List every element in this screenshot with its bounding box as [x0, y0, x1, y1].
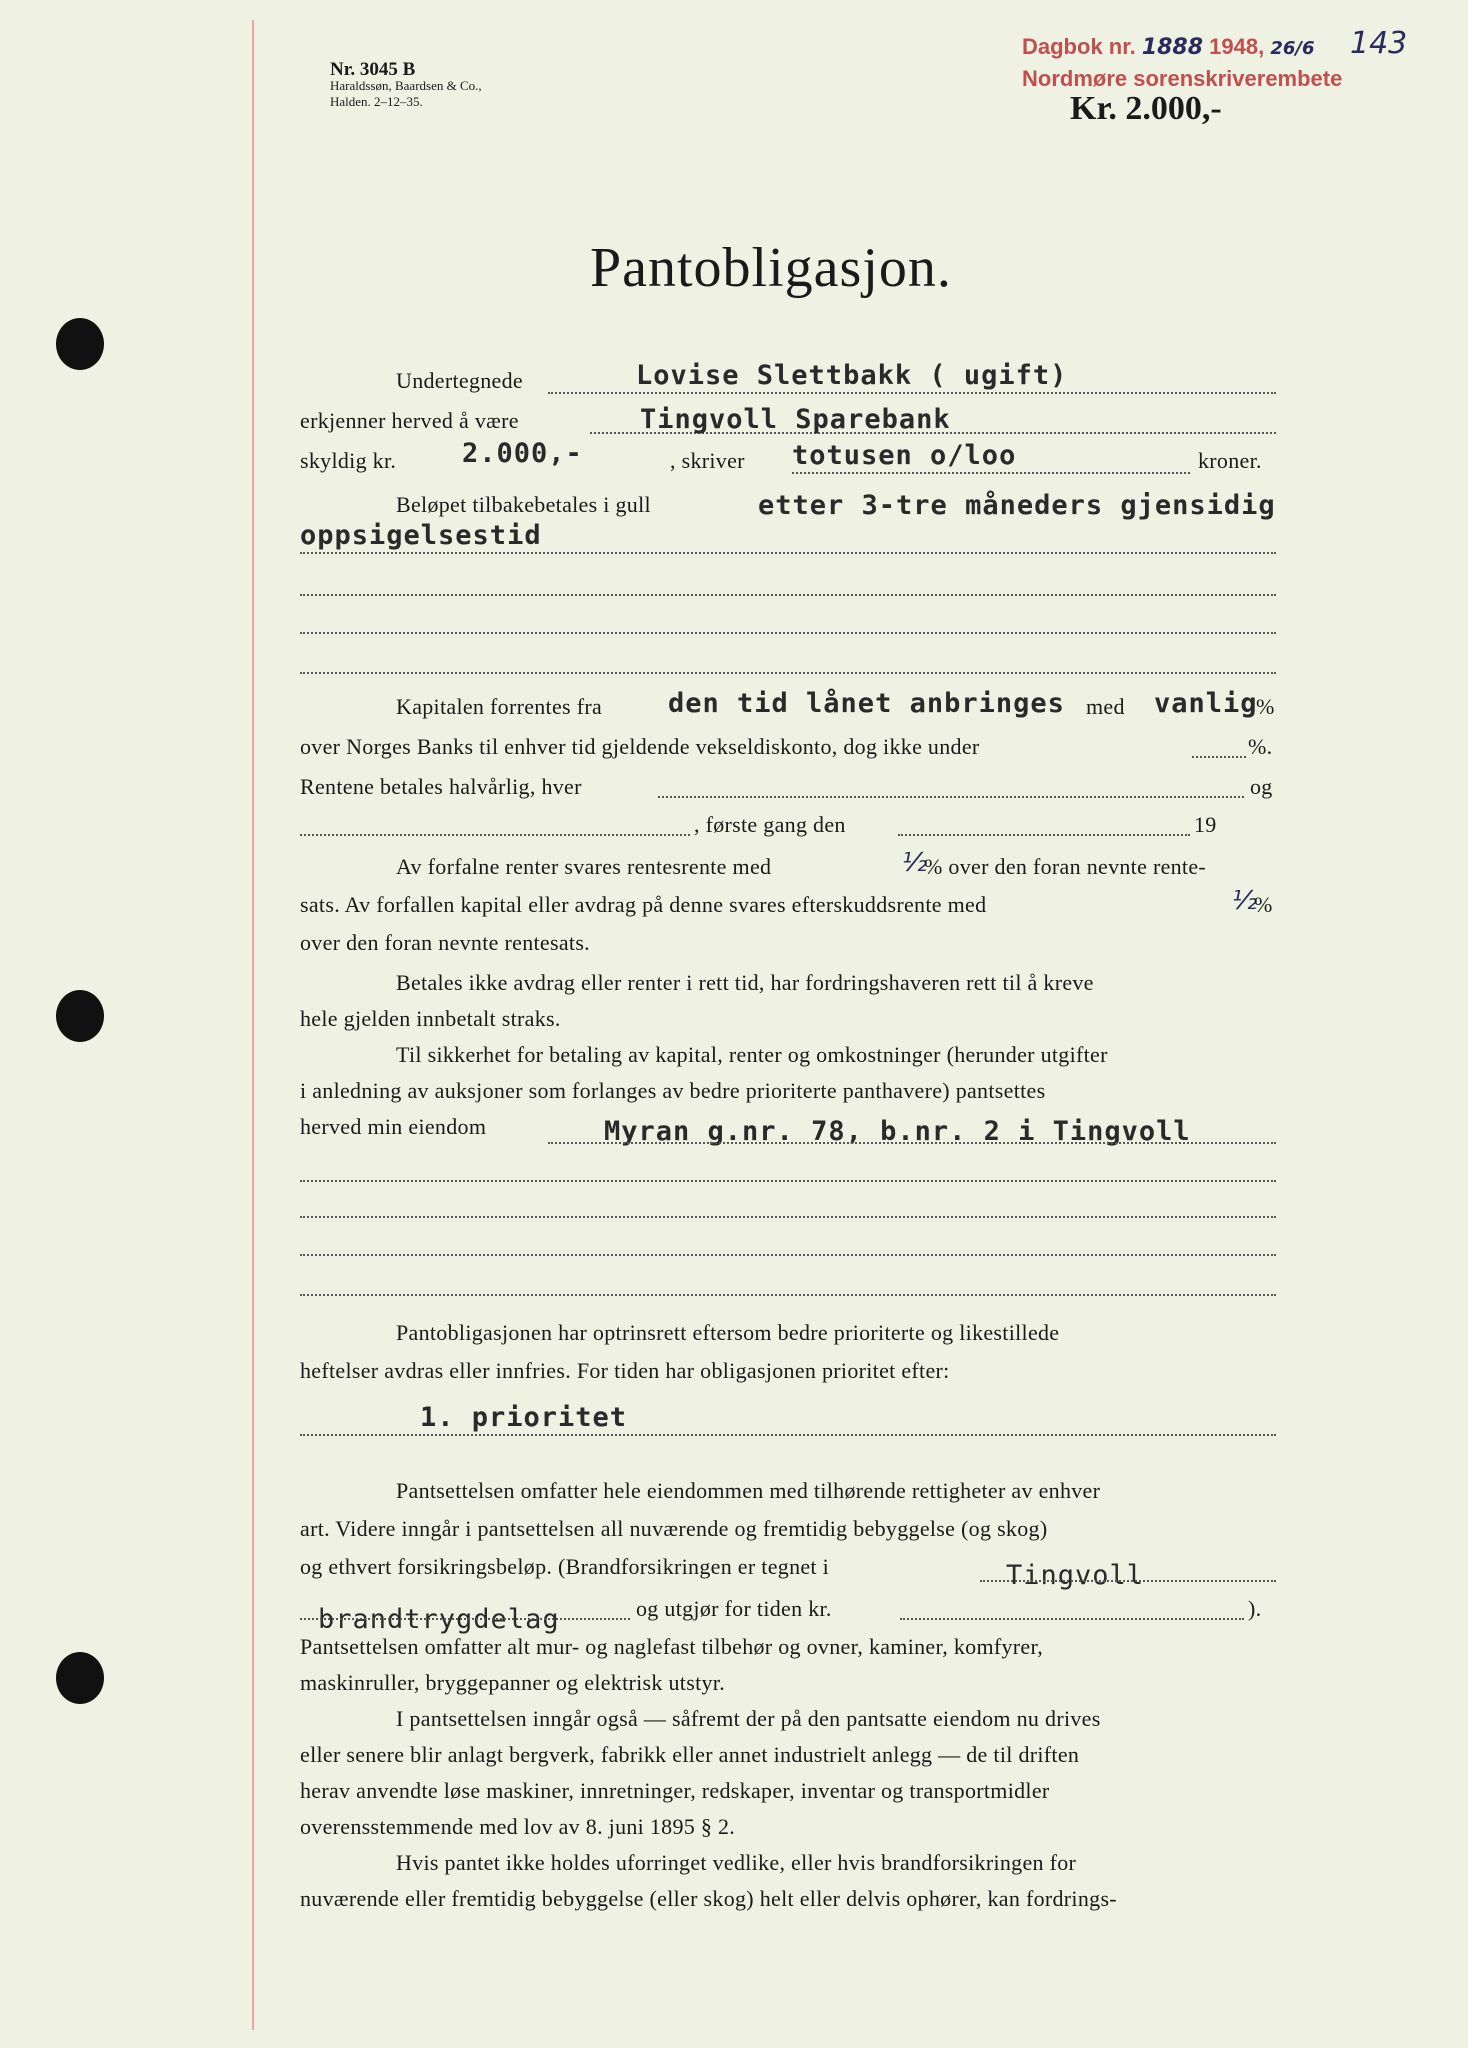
form-number: Nr. 3045 B	[330, 59, 416, 80]
body-p3-line1: Pantobligasjonen har optrinsrett eftersom bedre prioriterte og likestillede	[396, 1320, 1060, 1345]
interest-line-5-end: % over den foran nevnte rente-	[924, 854, 1207, 879]
fill-line	[980, 1580, 1276, 1582]
body-p2-line1: Til sikkerhet for betaling av kapital, renter og omkostninger (herunder utgifter	[396, 1042, 1108, 1067]
body-p7-line1: Hvis pantet ikke holdes uforringet vedlike, eller hvis brandforsikringen for	[396, 1850, 1077, 1875]
body-p6-line4: overensstemmende med lov av 8. juni 1895 § 2.	[300, 1814, 736, 1839]
punch-hole	[56, 990, 104, 1042]
body-p6-line2: eller senere blir anlagt bergverk, fabrikk eller annet industrielt anlegg — de til driften	[300, 1742, 1080, 1767]
interest-line-2: over Norges Banks til enhver tid gjeldende vekseldiskonto, dog ikke under	[300, 734, 980, 759]
percent-sign: %	[1256, 694, 1275, 719]
fill-line	[300, 1294, 1276, 1296]
fill-line	[900, 1618, 1244, 1620]
fill-line	[658, 796, 1244, 798]
printer-info	[330, 59, 482, 110]
body-p4-line4: og utgjør for tiden kr.	[636, 1596, 832, 1621]
undertegnede-label: Undertegnede	[396, 368, 523, 393]
body-p4-line1: Pantsettelsen omfatter hele eiendommen med tilhørende rettigheter av enhver	[396, 1478, 1101, 1503]
fill-line	[300, 1216, 1276, 1218]
fill-line	[300, 552, 1276, 554]
interest-line-5-label: Av forfalne renter svares rentesrente med	[396, 854, 772, 879]
amount-figures: 2.000,-	[462, 438, 583, 469]
overdue-interest-rate: ½	[1232, 886, 1258, 916]
stamp-office: Nordmøre sorenskriverembete	[1022, 66, 1343, 91]
punch-hole	[56, 318, 104, 370]
fill-line	[548, 392, 1276, 394]
interest-line-7: over den foran nevnte rentesats.	[300, 930, 590, 955]
body-p5-line1: Pantsettelsen omfatter alt mur- og naglefast tilbehør og ovner, kaminer, komfyrer,	[300, 1634, 1044, 1659]
erkjenner-label: erkjenner herved å være	[300, 408, 519, 433]
fill-line	[300, 672, 1276, 674]
stamp-year: 1948,	[1209, 34, 1265, 59]
interest-line-1-label: Kapitalen forrentes fra	[396, 694, 603, 719]
body-p7-line2: nuværende eller fremtidig bebyggelse (eller skog) helt eller delvis ophører, kan fordrings-	[300, 1886, 1117, 1911]
interest-line-2-end: %.	[1248, 734, 1273, 759]
body-p4-line2: art. Videre inngår i pantsettelsen all nuværende og fremtidig bebyggelse (og skog)	[300, 1516, 1048, 1541]
fill-line	[300, 594, 1276, 596]
fill-line	[1192, 756, 1246, 758]
document-title: Pantobligasjon.	[590, 237, 952, 299]
fill-line	[792, 472, 1190, 474]
interest-line-4: , første gang den	[694, 812, 846, 837]
repayment-terms-2: oppsigelsestid	[300, 520, 542, 551]
printer-place-date: Halden. 2–12–35.	[330, 94, 423, 109]
body-p3-line2: heftelser avdras eller innfries. For tiden har obligasjonen prioritet efter:	[300, 1358, 950, 1383]
belopet-label: Beløpet tilbakebetales i gull	[396, 492, 651, 517]
creditor-name: Tingvoll Sparebank	[640, 404, 951, 435]
body-p2-line3: herved min eiendom	[300, 1114, 487, 1139]
body-p4-line4-end: ).	[1248, 1596, 1262, 1621]
interest-rate: vanlig	[1154, 688, 1258, 719]
late-interest-rate: ½	[902, 848, 928, 878]
body-p6-line1: I pantsettelsen inngår også — såfremt der på den pantsatte eiendom nu drives	[396, 1706, 1101, 1731]
priority-value: 1. prioritet	[420, 1402, 628, 1433]
body-p1-line2: hele gjelden innbetalt straks.	[300, 1006, 561, 1031]
skyldig-label: skyldig kr.	[300, 448, 397, 473]
body-p5-line2: maskinruller, bryggepanner og elektrisk utstyr.	[300, 1670, 726, 1695]
amount-words: totusen o/loo	[792, 440, 1017, 471]
insurer-type: brandtrygdelag	[318, 1604, 560, 1635]
amount-box: Kr. 2.000,-	[1070, 90, 1222, 127]
stamp-number: 1888	[1141, 35, 1204, 60]
interest-line-6-end: %	[1254, 892, 1273, 917]
interest-line-3: Rentene betales halvårlig, hver	[300, 774, 582, 799]
printer-name: Haraldssøn, Baardsen & Co.,	[330, 78, 482, 93]
fill-line	[548, 1142, 1276, 1144]
interest-med-label: med	[1086, 694, 1125, 719]
interest-year-prefix: 19	[1194, 812, 1217, 837]
repayment-terms-1: etter 3-tre måneders gjensidig	[758, 490, 1276, 521]
skriver-label: , skriver	[670, 448, 745, 473]
body-p2-line2: i anledning av auksjoner som forlanges av bedre prioriterte panthavere) pantsettes	[300, 1078, 1046, 1103]
interest-start: den tid lånet anbringes	[668, 688, 1065, 719]
body-p1-line1: Betales ikke avdrag eller renter i rett tid, har fordringshaveren rett til å kreve	[396, 970, 1094, 995]
fill-line	[300, 1618, 630, 1620]
page-number: 143	[1350, 26, 1408, 61]
interest-line-6-label: sats. Av forfallen kapital eller avdrag på denne svares efterskuddsrente med	[300, 892, 987, 917]
punch-hole	[56, 1652, 104, 1704]
fill-line	[898, 834, 1190, 836]
fill-line	[300, 1434, 1276, 1436]
margin-line	[252, 20, 254, 2030]
debtor-name: Lovise Slettbakk ( ugift)	[636, 360, 1068, 391]
interest-line-3-end: og	[1250, 774, 1273, 799]
insurer-name: Tingvoll	[1006, 1560, 1145, 1591]
stamp-dagbok-label: Dagbok nr.	[1022, 34, 1136, 59]
body-p4-line3: og ethvert forsikringsbeløp. (Brandforsikringen er tegnet i	[300, 1554, 830, 1579]
fill-line	[300, 632, 1276, 634]
stamp-date: 26/6	[1270, 38, 1315, 59]
fill-line	[300, 834, 690, 836]
property-description: Myran g.nr. 78, b.nr. 2 i Tingvoll	[604, 1116, 1191, 1147]
journal-stamp-line	[1022, 34, 1315, 60]
fill-line	[300, 1180, 1276, 1182]
kroner-label: kroner.	[1198, 448, 1262, 473]
fill-line	[300, 1254, 1276, 1256]
body-p6-line3: herav anvendte løse maskiner, innretninger, redskaper, inventar og transportmidler	[300, 1778, 1050, 1803]
